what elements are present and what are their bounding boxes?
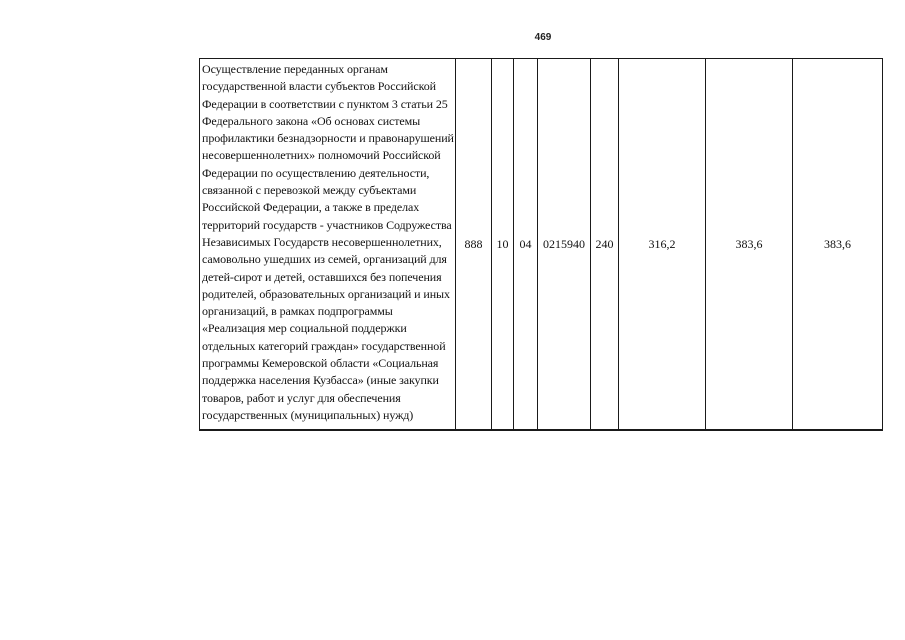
description-line: несовершеннолетних» полномочий Российской [202,148,441,163]
description-line: товаров, работ и услуг для обеспечения [202,390,401,405]
description-line: самовольно ушедших из семей, организаций для [202,252,447,267]
description-line: территорий государств - участников Содружества [202,217,452,232]
description-line: поддержка населения Кузбасса» (иные закупки [202,373,439,388]
table-bottom-border [199,429,883,431]
expense-description-cell [200,59,456,431]
description-line: программы Кемеровской области «Социальная [202,356,439,371]
page-number: 469 [534,32,552,43]
description-line: государственных (муниципальных) нужд) [202,407,414,422]
description-line: «Реализация мер социальной поддержки [202,321,407,336]
description-line: родителей, образовательных организаций и иных [202,286,450,301]
subsection-code-cell: 04 [514,59,538,431]
expense-type-cell: 240 [591,59,619,431]
description-line: Российской Федерации, а также в пределах [202,200,420,215]
description-line: связанной с перевозкой между субъектами [202,183,417,198]
target-article-cell: 0215940 [538,59,591,431]
description-line: Федерации в соответствии с пунктом 3 статьи 25 [202,96,448,111]
description-line: Федерации по осуществлению деятельности, [202,165,430,180]
amount-year2-cell: 383,6 [706,59,793,431]
description-line: государственной власти субъектов Российской [202,79,436,94]
ministry-code-cell: 888 [456,59,492,431]
description-line: организаций, в рамках подпрограммы [202,304,393,319]
amount-year3-cell: 383,6 [793,59,883,431]
description-line: Федерального закона «Об основах системы [202,113,421,128]
table-row [200,59,883,431]
description-line: профилактики безнадзорности и правонарушений [202,131,454,146]
budget-table [199,58,883,431]
description-line: отдельных категорий граждан» государственной [202,338,446,353]
description-line: Осуществление переданных органам [202,62,388,76]
description-line: детей-сирот и детей, оставшихся без попечения [202,269,442,284]
section-code-cell: 10 [492,59,514,431]
description-line: Независимых Государств несовершеннолетних, [202,234,442,249]
amount-year1-cell: 316,2 [619,59,706,431]
